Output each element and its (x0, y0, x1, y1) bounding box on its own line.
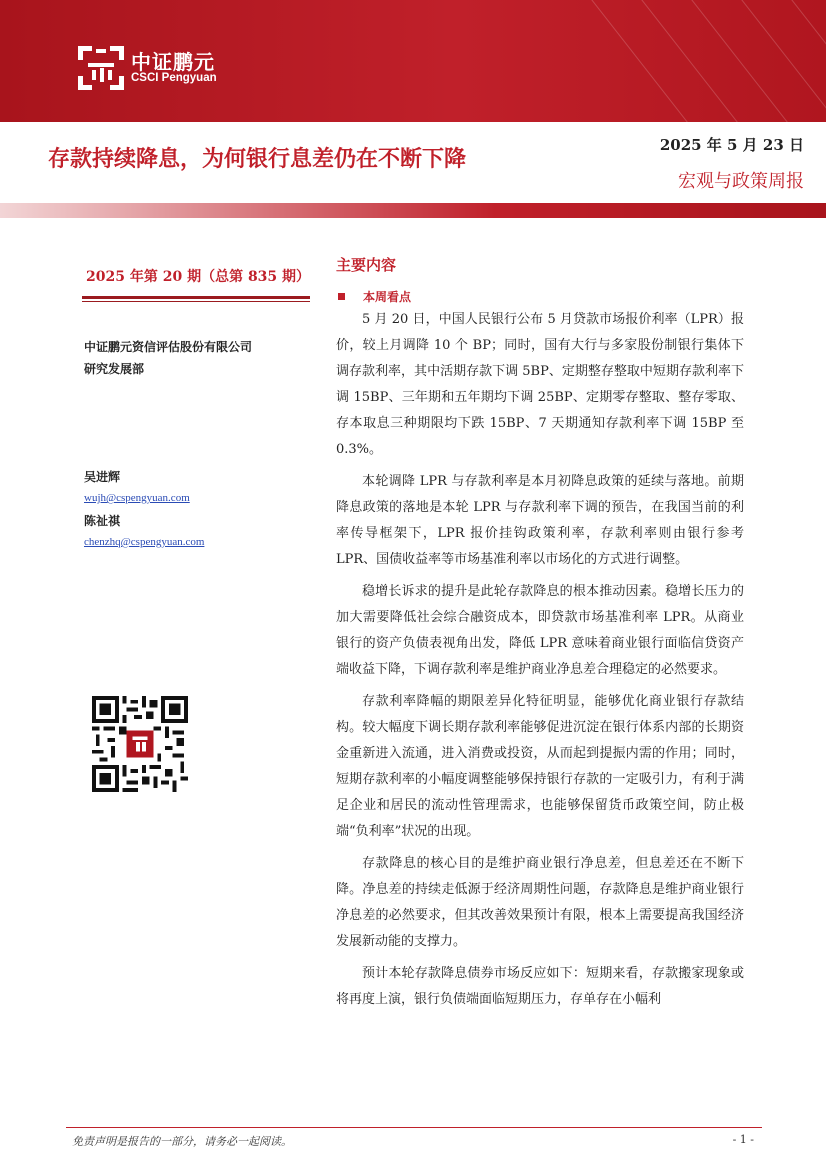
section-title: 主要内容 (336, 256, 397, 274)
body-paragraph: 预计本轮存款降息债券市场反应如下：短期来看，存款搬家现象或将再度上演，银行负债端面临短期压力，存单存在小幅利 (336, 966, 744, 1007)
header-banner (0, 0, 826, 122)
body-paragraph: 稳增长诉求的提升是此轮存款降息的根本推动因素。稳增长压力的加大需要降低社会综合融资成本，即贷款市场基准利率 LPR。从商业银行的资产负债表视角出发，降低 LPR 意味着商业银行面临信贷资产端收益下降，下调存款利率是维护商业净息差合理稳定的必然要求。 (336, 584, 744, 677)
main-body-text (336, 307, 744, 1019)
footer-rule (66, 1127, 762, 1128)
bullet-square-icon (338, 293, 345, 300)
body-paragraph: 本轮调降 LPR 与存款利率是本月初降息政策的延续与落地。前期降息政策的落地是本轮 LPR 与存款利率下调的预告，在我国当前的利率传导框架下，LPR 报价挂钩政策利率，存款利率则由银行参考 LPR、国债收益率等市场基准利率以市场化的方式进行调整。 (336, 474, 744, 567)
header-divider (0, 203, 826, 218)
author-name: 吴进辉 (84, 470, 121, 484)
issue-rule (82, 296, 310, 299)
organization-block (84, 336, 252, 380)
page-number: - 1 - (732, 1133, 754, 1146)
author-email-link[interactable]: wujh@cspengyuan.com (84, 492, 190, 504)
decor-stripe (610, 0, 771, 122)
dept-name: 研究发展部 (84, 362, 145, 376)
company-logo-icon (78, 46, 124, 90)
body-paragraph: 5 月 20 日，中国人民银行公布 5 月贷款市场报价利率（LPR）报价，较上月调降 10 个 BP；同时，国有大行与多家股份制银行集体下调存款利率，其中活期存款下调 5BP、定期整存整取中短期存款利率下调 15BP、三年期和五年期均下调 25BP、定期零存整取、整存零取、存本取息三种期限均下跌 15BP、7 天期通知存款利率下调 15BP 至 0.3%。 (336, 312, 744, 457)
decor-stripe (710, 0, 826, 122)
subsection-heading (338, 288, 411, 305)
qr-code-icon (92, 696, 188, 792)
report-date: 2025 年 5 月 23 日 (659, 136, 804, 154)
body-paragraph: 存款利率降幅的期限差异化特征明显，能够优化商业银行存款结构。较大幅度下调长期存款利率能够促进沉淀在银行体系内部的长期资金重新进入流通，进入消费或投资，从而起到提振内需的作用；同时，短期存款利率的小幅度调整能够保持银行存款的一定吸引力，有利于满足企业和居民的流动性管理需求，也能够保留货币政策空间，防止极端“负利率”状况的出现。 (336, 694, 744, 839)
logo-text-en: CSCI Pengyuan (131, 72, 217, 84)
author-email-link[interactable]: chenzhq@cspengyuan.com (84, 536, 205, 548)
issue-number: 2025 年第 20 期（总第 835 期） (86, 269, 311, 285)
decor-stripe (660, 0, 821, 122)
logo-text-cn: 中证鹏元 (131, 50, 215, 74)
author-name: 陈祉祺 (84, 514, 121, 528)
org-name: 中证鹏元资信评估股份有限公司 (84, 340, 253, 354)
report-type: 宏观与政策周报 (678, 171, 804, 192)
report-title: 存款持续降息，为何银行息差仍在不断下降 (48, 147, 467, 172)
subsection-label: 本周看点 (363, 290, 412, 304)
decor-stripe (560, 0, 721, 122)
footer-disclaimer: 免责声明是报告的一部分，请务必一起阅读。 (72, 1135, 292, 1148)
decor-stripe (760, 0, 826, 122)
issue-rule (82, 301, 310, 302)
body-paragraph: 存款降息的核心目的是维护商业银行净息差，但息差还在不断下降。净息差的持续走低源于经济周期性问题，存款降息是维护商业银行净息差的必然要求，但其改善效果预计有限，根本上需要提高我国经济发展新动能的支撑力。 (336, 856, 744, 949)
